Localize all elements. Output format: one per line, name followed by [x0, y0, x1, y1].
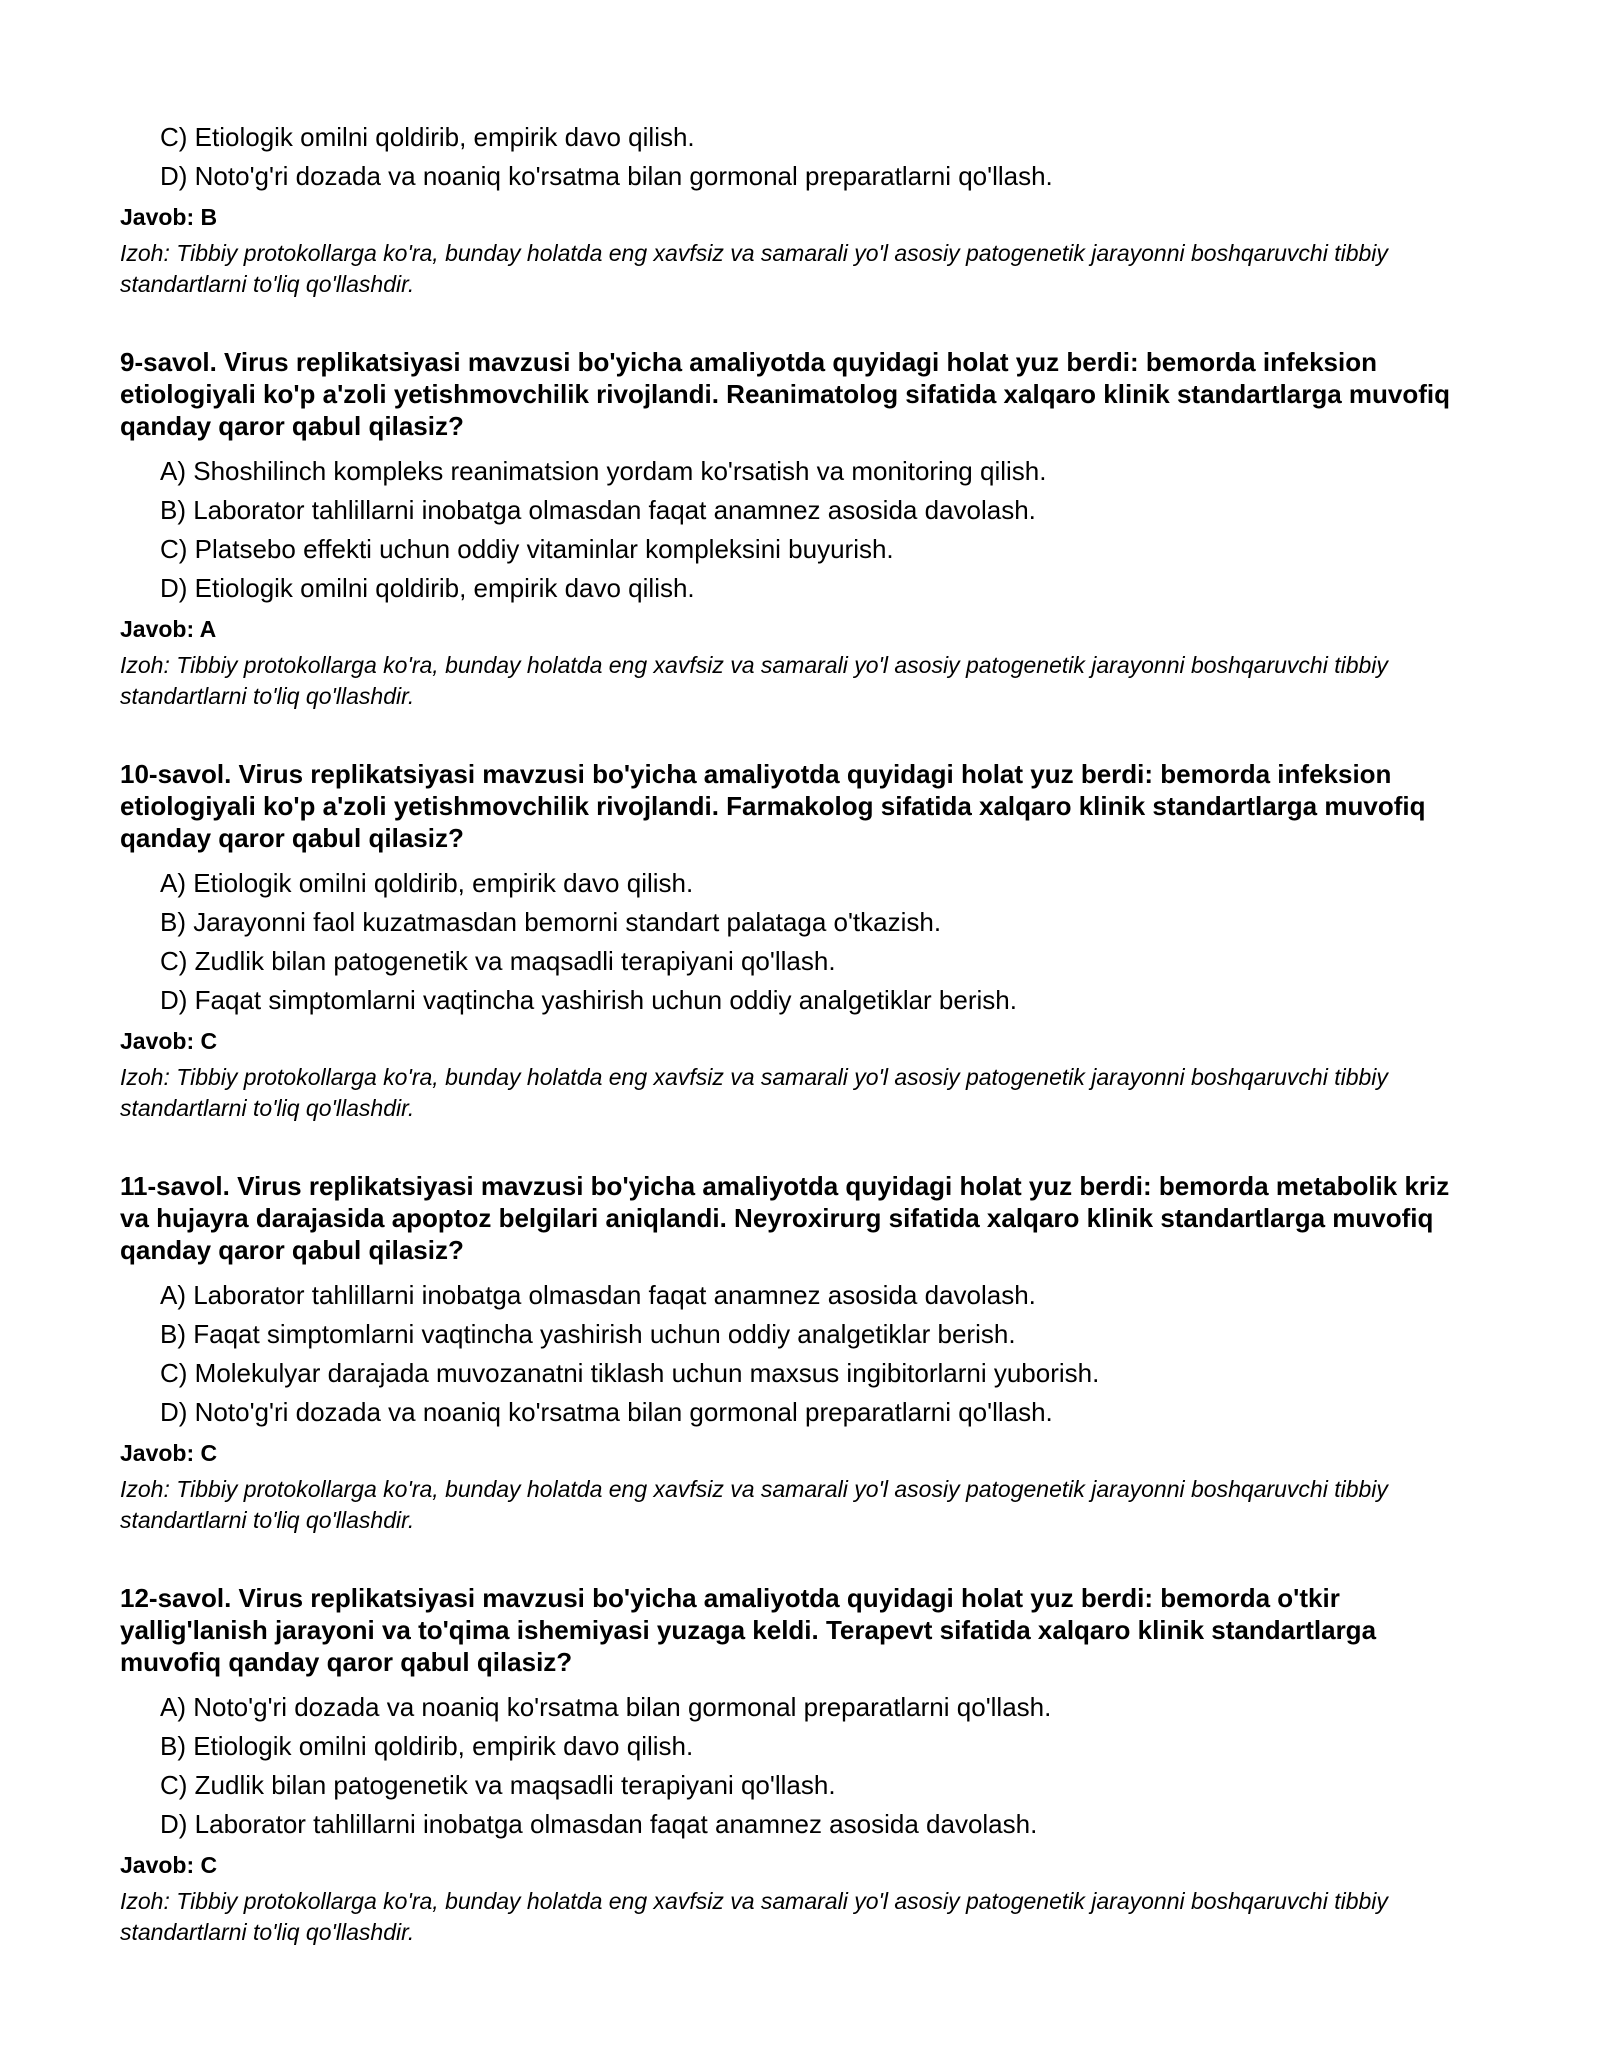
answer-option: A) Etiologik omilni qoldirib, empirik davo qilish.: [160, 868, 694, 898]
question-9: [120, 346, 1480, 712]
answer-option: D) Noto'g'ri dozada va noaniq ko'rsatma bilan gormonal preparatlarni qo'llash.: [160, 161, 1053, 191]
page-content: [120, 118, 1480, 1948]
explanation-note: Izoh: Tibbiy protokollarga ko'ra, bunday holatda eng xavfsiz va samarali yo'l asosiy patogenetik jarayonni boshqaruvchi tibbiy standartlarni to'liq qo'llashdir.: [120, 240, 1388, 297]
question-continuation: [120, 118, 1480, 300]
answer-option: D) Faqat simptomlarni vaqtincha yashirish uchun oddiy analgetiklar berish.: [160, 985, 1017, 1015]
explanation-note: Izoh: Tibbiy protokollarga ko'ra, bunday holatda eng xavfsiz va samarali yo'l asosiy patogenetik jarayonni boshqaruvchi tibbiy standartlarni to'liq qo'llashdir.: [120, 652, 1388, 709]
question-text: 11-savol. Virus replikatsiyasi mavzusi bo'yicha amaliyotda quyidagi holat yuz berdi: bemorda metabolik kriz va hujayra darajasida apoptoz belgilari aniqlandi. Neyroxirurg sifatida xalqaro klinik standartlarga muvofiq qanday qaror qabul qilasiz?: [120, 1171, 1450, 1265]
answer-option: D) Noto'g'ri dozada va noaniq ko'rsatma bilan gormonal preparatlarni qo'llash.: [160, 1397, 1053, 1427]
correct-answer: Javob: B: [120, 204, 218, 230]
question-text: 12-savol. Virus replikatsiyasi mavzusi bo'yicha amaliyotda quyidagi holat yuz berdi: bemorda o'tkir yallig'lanish jarayoni va to'qima ishemiyasi yuzaga keldi. Terapevt sifatida xalqaro klinik standartlarga muvofiq qanday qaror qabul qilasiz?: [120, 1583, 1377, 1677]
explanation-note: Izoh: Tibbiy protokollarga ko'ra, bunday holatda eng xavfsiz va samarali yo'l asosiy patogenetik jarayonni boshqaruvchi tibbiy standartlarni to'liq qo'llashdir.: [120, 1476, 1388, 1533]
question-text: 9-savol. Virus replikatsiyasi mavzusi bo'yicha amaliyotda quyidagi holat yuz berdi: bemorda infeksion etiologiyali ko'p a'zoli yetishmovchilik rivojlandi. Reanimatolog sifatida xalqaro klinik standartlarga muvofiq qanday qaror qabul qilasiz?: [120, 347, 1451, 441]
answer-option: A) Laborator tahlillarni inobatga olmasdan faqat anamnez asosida davolash.: [160, 1280, 1036, 1310]
answer-option: B) Laborator tahlillarni inobatga olmasdan faqat anamnez asosida davolash.: [160, 495, 1036, 525]
answer-option: C) Platsebo effekti uchun oddiy vitaminlar kompleksini buyurish.: [160, 534, 894, 564]
answer-option: C) Zudlik bilan patogenetik va maqsadli terapiyani qo'llash.: [160, 946, 836, 976]
answer-option: A) Shoshilinch kompleks reanimatsion yordam ko'rsatish va monitoring qilish.: [160, 456, 1047, 486]
answer-option: C) Etiologik omilni qoldirib, empirik davo qilish.: [160, 122, 695, 152]
question-11: [120, 1170, 1480, 1536]
answer-option: D) Laborator tahlillarni inobatga olmasdan faqat anamnez asosida davolash.: [160, 1809, 1038, 1839]
correct-answer: Javob: C: [120, 1028, 218, 1054]
answer-option: C) Molekulyar darajada muvozanatni tiklash uchun maxsus ingibitorlarni yuborish.: [160, 1358, 1100, 1388]
explanation-note: Izoh: Tibbiy protokollarga ko'ra, bunday holatda eng xavfsiz va samarali yo'l asosiy patogenetik jarayonni boshqaruvchi tibbiy standartlarni to'liq qo'llashdir.: [120, 1888, 1388, 1945]
correct-answer: Javob: C: [120, 1852, 218, 1878]
answer-option: A) Noto'g'ri dozada va noaniq ko'rsatma bilan gormonal preparatlarni qo'llash.: [160, 1692, 1052, 1722]
question-12: [120, 1582, 1480, 1948]
answer-option: B) Faqat simptomlarni vaqtincha yashirish uchun oddiy analgetiklar berish.: [160, 1319, 1016, 1349]
answer-option: B) Jarayonni faol kuzatmasdan bemorni standart palataga o'tkazish.: [160, 907, 942, 937]
answer-option: D) Etiologik omilni qoldirib, empirik davo qilish.: [160, 573, 695, 603]
answer-option: B) Etiologik omilni qoldirib, empirik davo qilish.: [160, 1731, 694, 1761]
correct-answer: Javob: C: [120, 1440, 218, 1466]
explanation-note: Izoh: Tibbiy protokollarga ko'ra, bunday holatda eng xavfsiz va samarali yo'l asosiy patogenetik jarayonni boshqaruvchi tibbiy standartlarni to'liq qo'llashdir.: [120, 1064, 1388, 1121]
question-text: 10-savol. Virus replikatsiyasi mavzusi bo'yicha amaliyotda quyidagi holat yuz berdi: bemorda infeksion etiologiyali ko'p a'zoli yetishmovchilik rivojlandi. Farmakolog sifatida xalqaro klinik standartlarga muvofiq qanday qaror qabul qilasiz?: [120, 759, 1426, 853]
question-10: [120, 758, 1480, 1124]
correct-answer: Javob: A: [120, 616, 217, 642]
answer-option: C) Zudlik bilan patogenetik va maqsadli terapiyani qo'llash.: [160, 1770, 836, 1800]
